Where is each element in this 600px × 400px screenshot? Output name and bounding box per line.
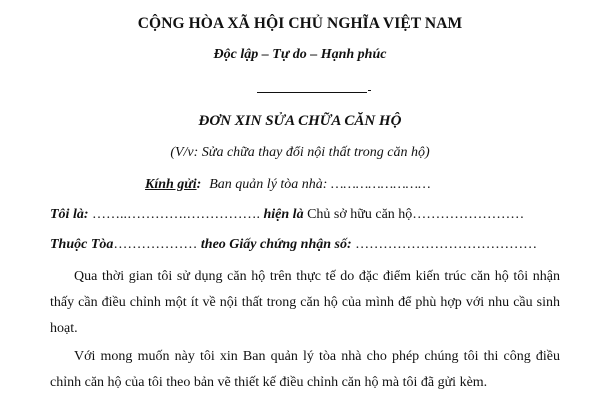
certificate-value: ………………………………… [355,237,538,252]
recipient-line [145,177,431,193]
national-motto: Độc lập – Tự do – Hạnh phúc [213,47,387,62]
body-paragraph-1: Qua thời gian tôi sử dụng căn hộ trên thực tế do đặc điểm kiến trúc căn hộ tôi nhận thấy cần điều chỉnh một ít về nội thất trong căn hộ của mình để phù hợp với nhu cầu sinh hoạt. [50,269,560,336]
motto-underline [257,92,367,93]
building-label: Thuộc Tòa [50,237,114,252]
building-value: ……………… [113,237,198,252]
body-paragraph-2: Với mong muốn này tôi xin Ban quản lý tòa nhà cho phép chúng tôi thi công điều chỉnh căn hộ của tôi theo bản vẽ thiết kế điều chỉnh căn hộ mà tôi đã gửi kèm. [50,349,560,390]
applicant-role-label: hiện là [263,207,304,222]
national-title: CỘNG HÒA XÃ HỘI CHỦ NGHĨA VIỆT NAM [137,15,463,32]
document-subject: (V/v: Sửa chữa thay đổi nội thất trong căn hộ) [170,145,430,160]
applicant-name-value: ……..………….……………. [92,207,260,222]
certificate-label: theo Giấy chứng nhận số: [200,237,352,252]
document-title: ĐƠN XIN SỬA CHỮA CĂN HỘ [198,113,402,129]
motto-underline-tail [368,90,371,91]
applicant-name-label: Tôi là: [50,207,89,222]
recipient-colon: : [196,177,202,192]
recipient-label: Kính gửi [145,177,197,192]
recipient-value: Ban quản lý tòa nhà: …………………… [209,177,431,192]
building-line [50,237,537,253]
applicant-line [50,207,524,223]
applicant-role-value: Chủ sở hữu căn hộ…………………… [307,207,525,222]
